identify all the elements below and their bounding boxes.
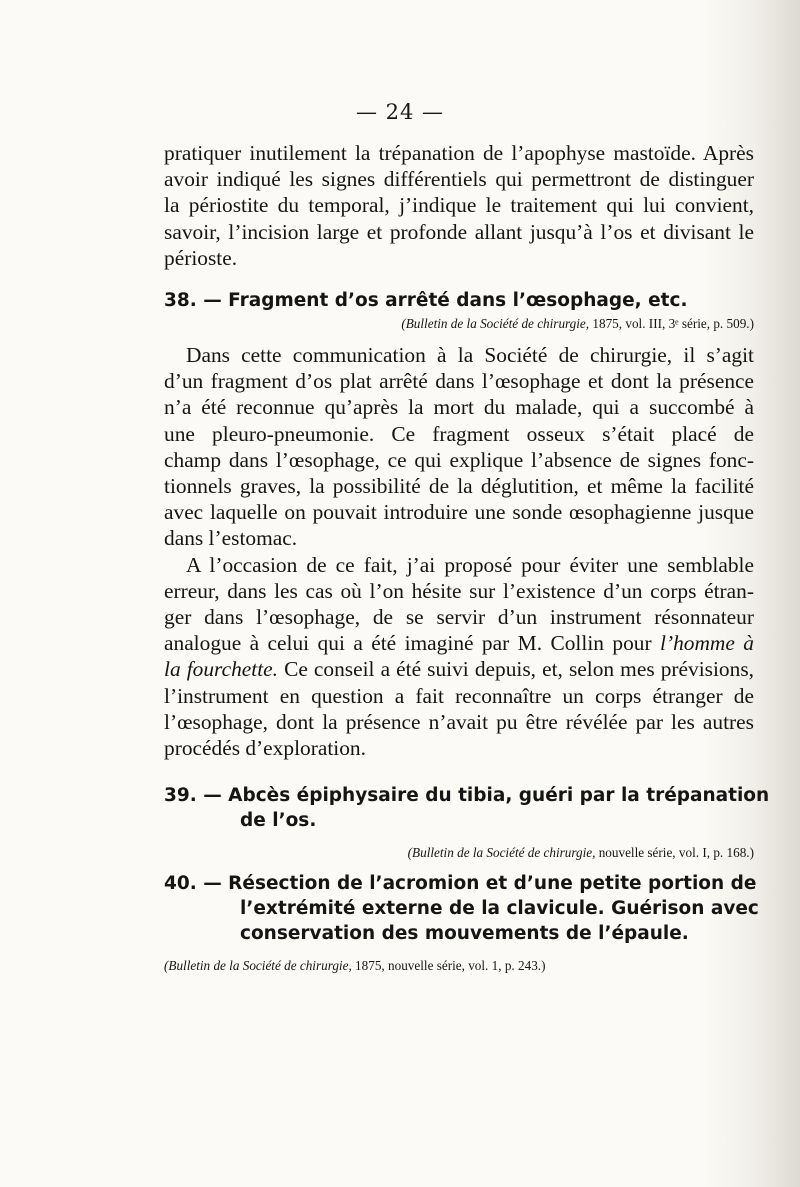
page-content bbox=[164, 140, 770, 974]
section-38-title-text: 38. — Fragment d’os arrêté dans l’œsophage, etc. bbox=[164, 290, 688, 312]
para-line: l’œsophage, dont la présence n’avait pu être révélée par les autres bbox=[164, 709, 754, 734]
section-40-title-line: 40. — Résection de l’acromion et d’une petite portion de bbox=[164, 873, 757, 895]
intro-line: pratiquer inutilement la trépanation de l’apophyse mastoïde. Après bbox=[164, 141, 754, 165]
section-38-ref-journal: (Bulletin de la Société de chirurgie, bbox=[401, 316, 590, 332]
intro-line: périoste. bbox=[164, 245, 238, 270]
section-38-paragraph-1 bbox=[164, 342, 754, 552]
section-40-ref-details: 1875, nouvelle série, vol. 1, p. 243.) bbox=[355, 958, 546, 974]
section-38-paragraph-2 bbox=[164, 552, 754, 762]
para-line-italic: la fourchette. bbox=[164, 657, 278, 682]
para-line-text: Ce conseil a été suivi depuis, et, selon mes prévisions, bbox=[278, 657, 754, 682]
para-line: dans l’estomac. bbox=[164, 526, 298, 551]
section-40-title-line: conservation des mouvements de l’épaule. bbox=[240, 923, 689, 945]
para-line bbox=[164, 656, 754, 682]
para-line: A l’occasion de ce fait, j’ai proposé pour éviter une semblable bbox=[186, 552, 754, 577]
section-39-title-line: de l’os. bbox=[240, 810, 317, 832]
para-line: d’un fragment d’os plat arrêté dans l’œsophage et dont la présence bbox=[164, 369, 754, 394]
section-40-title-line: l’extrémité externe de la clavicule. Guérison avec bbox=[240, 898, 759, 920]
para-line: ger dans l’œsophage, de se servir d’un instrument résonnateur bbox=[164, 605, 754, 630]
section-39-reference bbox=[164, 845, 754, 861]
section-38-ref-details: 1875, vol. III, 3ᵉ série, p. 509.) bbox=[592, 316, 754, 332]
intro-paragraph bbox=[164, 140, 754, 271]
para-line: tionnels graves, la possibilité de la déglutition, et même la facilité bbox=[164, 474, 754, 499]
intro-line: la périostite du temporal, j’indique le traitement qui lui convient, bbox=[164, 193, 754, 218]
para-line bbox=[164, 630, 754, 656]
para-line: n’a été reconnue qu’après la mort du malade, qui a succombé à bbox=[164, 395, 754, 420]
section-38-reference bbox=[164, 316, 754, 332]
section-39-ref-journal: (Bulletin de la Société de chirurgie, bbox=[407, 845, 596, 861]
intro-line: avoir indiqué les signes différentiels qui permettront de distinguer bbox=[164, 167, 754, 192]
para-line-text: analogue à celui qui a été imaginé par M. Collin pour bbox=[164, 631, 661, 656]
para-line: champ dans l’œsophage, ce qui explique l’absence de signes fonc- bbox=[164, 447, 754, 472]
para-line: Dans cette communication à la Société de chirurgie, il s’agit bbox=[186, 343, 754, 368]
para-line: l’instrument en question a fait reconnaître un corps étranger de bbox=[164, 683, 754, 708]
intro-line: savoir, l’incision large et profonde allant jusqu’à l’os et divisant le bbox=[164, 219, 754, 244]
section-39-title bbox=[164, 783, 770, 833]
section-40-reference bbox=[164, 958, 754, 974]
section-40-ref-journal: (Bulletin de la Société de chirurgie, bbox=[164, 958, 352, 974]
para-line: procédés d’exploration. bbox=[164, 736, 366, 761]
para-line: erreur, dans les cas où l’on hésite sur l’existence d’un corps étran- bbox=[164, 578, 754, 603]
page-number: — 24 — bbox=[355, 100, 445, 124]
para-line-italic: l’homme à bbox=[660, 631, 755, 656]
section-39-ref-details: nouvelle série, vol. I, p. 168.) bbox=[598, 845, 754, 861]
section-38-title bbox=[164, 288, 754, 313]
para-line: avec laquelle on pouvait introduire une sonde œsophagienne jusque bbox=[164, 500, 754, 525]
section-39-title-line: 39. — Abcès épiphysaire du tibia, guéri par la trépanation bbox=[164, 785, 770, 807]
section-40-title bbox=[164, 871, 759, 946]
para-line: une pleuro-pneumonie. Ce fragment osseux s’était placé de bbox=[164, 421, 754, 446]
